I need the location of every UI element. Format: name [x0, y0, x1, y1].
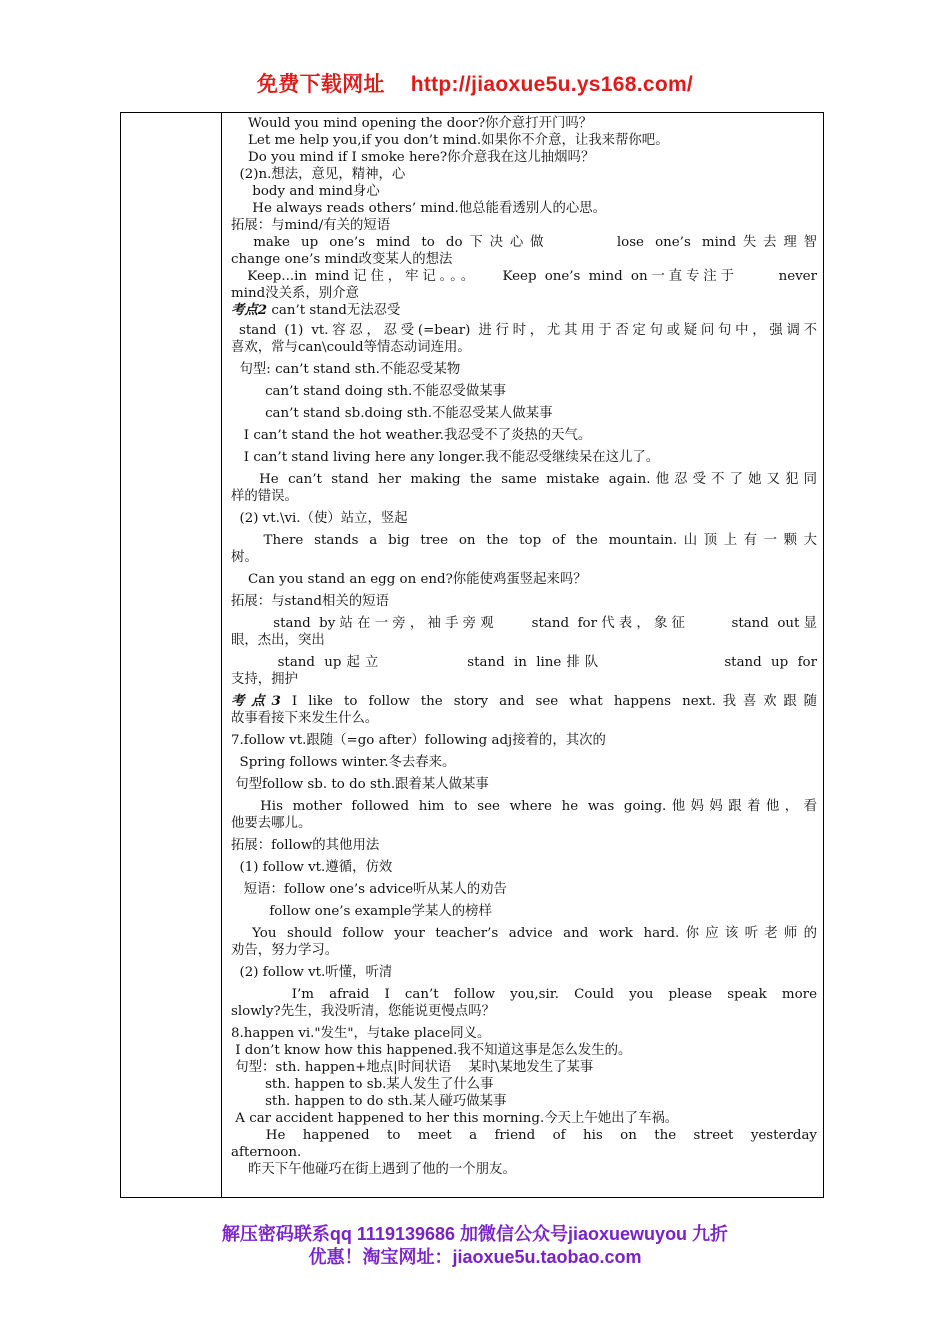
- text-line: afternoon.: [231, 1145, 302, 1160]
- text-line: I’m afraid I can’t follow you,sir. Could you please speak more: [231, 987, 817, 1002]
- text-line: I can’t stand living here any longer.我不能忍受继续呆在这儿了。: [231, 450, 660, 465]
- key-point-text: can’t stand无法忍受: [271, 303, 401, 318]
- text-line: body and mind身心: [231, 184, 380, 199]
- text-line: Would you mind opening the door?你介意打开门吗？: [231, 116, 593, 131]
- text-line: I can’t stand the hot weather.我忍受不了炎热的天气。: [231, 428, 592, 443]
- text-line: change one’s mind改变某人的想法: [231, 252, 453, 267]
- text-line: make up one’s mind to do下决心做 lose one’s mind失去理智: [231, 235, 817, 250]
- text-line: A car accident happened to her this morning.今天上午她出了车祸。: [231, 1111, 679, 1126]
- header-url-link[interactable]: http://jiaoxue5u.ys168.com/: [410, 73, 694, 96]
- key-point-text: I like to follow the story and see what happens next.我喜欢跟随: [291, 694, 817, 709]
- text-line: He can’t stand her making the same mistake again.他忍受不了她又犯同: [231, 472, 817, 487]
- text-line: 7.follow vt.跟随（=go after）following adj接着的，其次的: [231, 733, 606, 748]
- key-point-line: [231, 302, 817, 319]
- text-line: Let me help you,if you don’t mind.如果你不介意，让我来帮你吧。: [231, 133, 669, 148]
- text-line: (1) follow vt.遵循，仿效: [231, 860, 393, 875]
- text-line: 拓展：与mind/有关的短语: [231, 218, 391, 233]
- text-line: 拓展：follow的其他用法: [231, 838, 380, 853]
- text-line: His mother followed him to see where he was going.他妈妈跟着他，看: [231, 799, 817, 814]
- text-line: Spring follows winter.冬去春来。: [231, 755, 456, 770]
- text-line: Do you mind if I smoke here?你介意我在这儿抽烟吗？: [231, 150, 595, 165]
- key-point-label: 考点3: [231, 693, 281, 709]
- lesson-content: [231, 115, 817, 1178]
- text-line: can’t stand doing sth.不能忍受做某事: [231, 384, 506, 399]
- text-line: I don’t know how this happened.我不知道这事是怎么发生的。: [231, 1043, 632, 1058]
- text-line: 故事看接下来发生什么。: [231, 711, 379, 726]
- text-line: stand by站在一旁，袖手旁观 stand for代表，象征 stand out显: [231, 616, 817, 631]
- text-line: follow one’s example学某人的榜样: [231, 904, 492, 919]
- text-line: 树。: [231, 550, 258, 565]
- key-point-line: [231, 693, 817, 710]
- text-line: (2)n.想法，意见，精神，心: [231, 167, 406, 182]
- text-line: 句型follow sb. to do sth.跟着某人做某事: [231, 777, 489, 792]
- text-line: 昨天下午他碰巧在街上遇到了他的一个朋友。: [231, 1162, 516, 1177]
- text-line: 支持，拥护: [231, 672, 298, 687]
- text-line: (2) vt.\vi.（使）站立，竖起: [231, 511, 408, 526]
- text-line: 喜欢，常与can\could等情态动词连用。: [231, 340, 471, 355]
- text-line: 眼，杰出，突出: [231, 633, 325, 648]
- text-line: Keep...in mind记住，牢记。。。 Keep one’s mind on一直专注于 never: [231, 269, 818, 284]
- download-header: [0, 68, 950, 98]
- text-line: Can you stand an egg on end?你能使鸡蛋竖起来吗？: [231, 572, 587, 587]
- text-line: slowly?先生，我没听清，您能说更慢点吗？: [231, 1004, 495, 1019]
- key-point-label: 考点2: [231, 302, 268, 318]
- text-line: 句型：sth. happen+地点|时间状语 某时\某地发生了某事: [231, 1060, 594, 1075]
- text-line: 他要去哪儿。: [231, 816, 312, 831]
- text-line: sth. happen to sb.某人发生了什么事: [231, 1077, 494, 1092]
- text-line: stand up起立 stand in line排队 stand up for: [231, 655, 817, 670]
- text-line: You should follow your teacher’s advice and work hard.你应该听老师的: [231, 926, 817, 941]
- text-line: He always reads others’ mind.他总能看透别人的心思。: [231, 201, 607, 216]
- text-line: 劝告，努力学习。: [231, 943, 339, 958]
- text-line: 样的错误。: [231, 489, 298, 504]
- text-line: He happened to meet a friend of his on the street yesterday: [231, 1128, 818, 1143]
- text-line: stand (1) vt.容忍，忍受(=bear) 进行时，尤其用于否定句或疑问句中，强调不: [231, 323, 817, 338]
- text-line: 8.happen vi."发生"，与take place同义。: [231, 1026, 491, 1041]
- footer-line-1: 解压密码联系qq 1119139686 加微信公众号jiaoxuewuyou 九折: [221, 1224, 729, 1244]
- text-line: 拓展：与stand相关的短语: [231, 594, 389, 609]
- header-label: 免费下载网址: [256, 73, 385, 96]
- footer-line-2: 优惠！淘宝网址：jiaoxue5u.taobao.com: [308, 1247, 642, 1267]
- column-divider: [221, 113, 222, 1197]
- text-line: sth. happen to do sth.某人碰巧做某事: [231, 1094, 507, 1109]
- text-line: 短语：follow one’s advice听从某人的劝告: [231, 882, 507, 897]
- lesson-table: [120, 112, 824, 1198]
- text-line: There stands a big tree on the top of the mountain.山顶上有一颗大: [231, 533, 817, 548]
- text-line: 句型: can’t stand sth.不能忍受某物: [231, 362, 461, 377]
- text-line: can’t stand sb.doing sth.不能忍受某人做某事: [231, 406, 553, 421]
- text-line: mind没关系，别介意: [231, 286, 359, 301]
- text-line: (2) follow vt.听懂，听清: [231, 965, 393, 980]
